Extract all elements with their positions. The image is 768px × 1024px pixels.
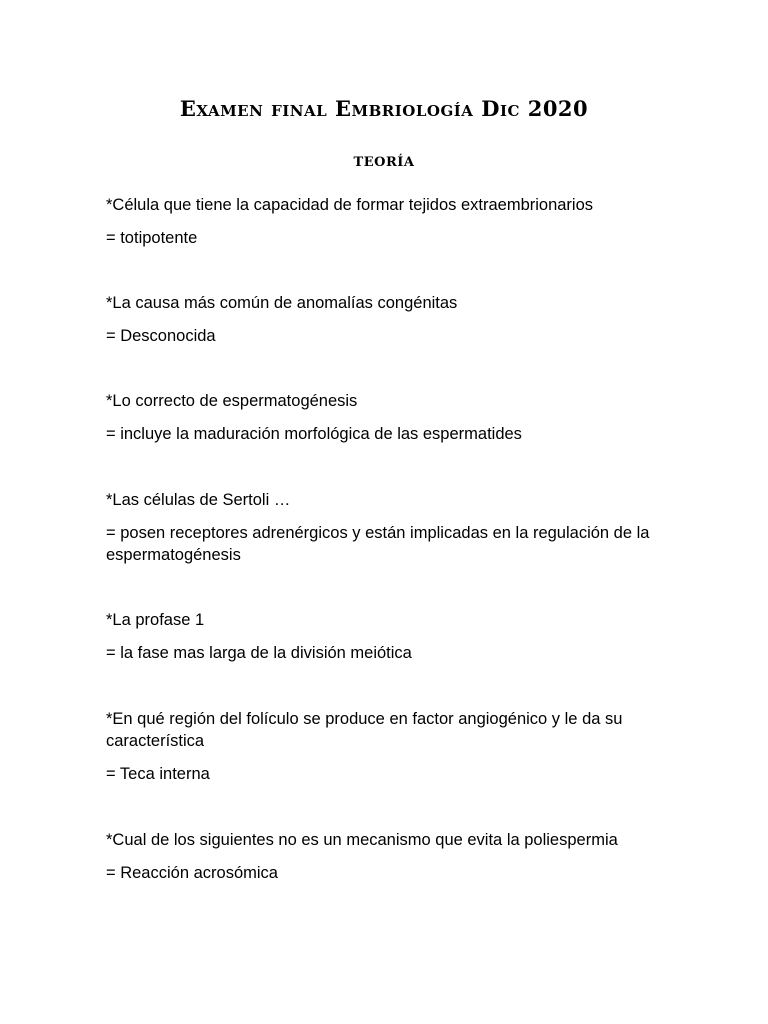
qa-item-6	[106, 708, 666, 785]
answer-text: = Reacción acrosómica	[106, 864, 278, 882]
answer-text: = totipotente	[106, 229, 198, 247]
qa-item-7	[106, 829, 666, 884]
qa-item-4	[106, 489, 666, 566]
qa-item-1	[106, 194, 666, 249]
question-text: *Célula que tiene la capacidad de formar tejidos extraembrionarios	[106, 196, 594, 214]
answer-text: = la fase mas larga de la división meiótica	[106, 644, 412, 662]
question-text: *Lo correcto de espermatogénesis	[106, 392, 358, 410]
qa-item-5	[106, 609, 666, 664]
question-text: *La profase 1	[106, 611, 205, 629]
answer-text: = incluye la maduración morfológica de las espermatides	[106, 425, 522, 443]
qa-item-3	[106, 390, 666, 445]
question-text: *Cual de los siguientes no es un mecanismo que evita la poliespermia	[106, 831, 618, 849]
question-text: *La causa más común de anomalías congénitas	[106, 294, 458, 312]
document-title: Examen final Embriología Dic 2020	[179, 96, 589, 121]
question-text: *En qué región del folículo se produce en factor angiogénico y le da su característica	[106, 710, 623, 750]
qa-item-2	[106, 292, 666, 347]
section-heading: teoría	[353, 149, 415, 171]
question-text: *Las células de Sertoli …	[106, 491, 291, 509]
answer-text: = Teca interna	[106, 765, 210, 783]
answer-text: = Desconocida	[106, 327, 216, 345]
answer-text: = posen receptores adrenérgicos y están implicadas en la regulación de la espermatogénesis	[106, 524, 650, 564]
